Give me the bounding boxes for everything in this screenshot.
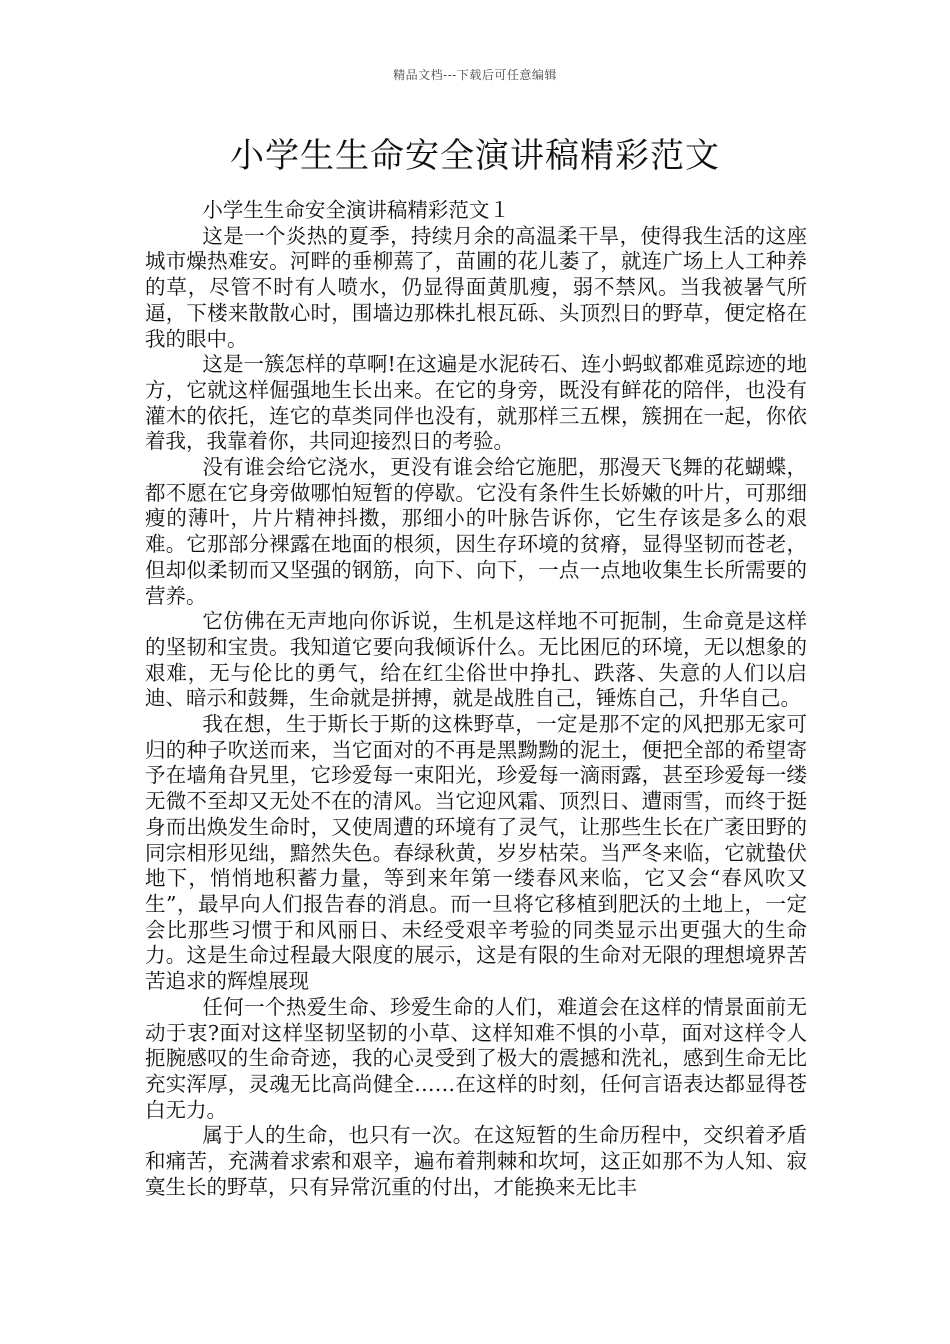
paragraph: 属于人的生命，也只有一次。在这短暂的生命历程中，交织着矛盾和痛苦，充满着求索和艰辛，遍布着荆棘和坎坷，这正如那不为人知、寂寞生长的野草，只有异常沉重的付出，才能换来无比丰: [145, 1123, 807, 1199]
paragraph: 它仿佛在无声地向你诉说，生机是这样地不可扼制，生命竟是这样的坚韧和宝贵。我知道它要向我倾诉什么。无比困厄的环境，无以想象的艰难，无与伦比的勇气，给在红尘俗世中挣扎、跌落、失意的人们以启迪、暗示和鼓舞，生命就是拼搏，就是战胜自己，锤炼自己，升华自己。: [145, 609, 807, 711]
section-subtitle: 小学生生命安全演讲稿精彩范文１: [202, 198, 510, 222]
document-title: 小学生生命安全演讲稿精彩范文: [230, 136, 720, 176]
paragraph: 我在想，生于斯长于斯的这株野草，一定是那不定的风把那无家可归的种子吹送而来，当它面对的不再是黑黝黝的泥土，便把全部的希望寄予在墙角旮旯里，它珍爱每一束阳光，珍爱每一滴雨露，甚至珍爱每一缕无微不至却又无处不在的清风。当它迎风霜、顶烈日、遭雨雪，而终于挺身而出焕发生命时，又使周遭的环境有了灵气，让那些生长在广袤田野的同宗相形见绌，黯然失色。春绿秋黄，岁岁枯荣。当严冬来临，它就蛰伏地下，悄悄地积蓄力量，等到来年第一缕春风来临，它又会“春风吹又生”，最早向人们报告春的消息。而一旦将它移植到肥沃的土地上，一定会比那些习惯于和风丽日、未经受艰辛考验的同类显示出更强大的生命力。这是生命过程最大限度的展示，这是有限的生命对无限的理想境界苦苦追求的辉煌展现: [145, 712, 807, 994]
paragraph: 任何一个热爱生命、珍爱生命的人们，难道会在这样的情景面前无动于衷?面对这样坚韧坚韧的小草、这样知难不惧的小草，面对这样令人扼腕感叹的生命奇迹，我的心灵受到了极大的震撼和洗礼，感到生命无比充实浑厚，灵魂无比高尚健全……在这样的时刻，任何言语表达都显得苍白无力。: [145, 994, 807, 1122]
paragraph: 这是一簇怎样的草啊!在这遍是水泥砖石、连小蚂蚁都难觅踪迹的地方，它就这样倔强地生长出来。在它的身旁，既没有鲜花的陪伴，也没有灌木的依托，连它的草类同伴也没有，就那样三五棵，簇拥在一起，你依着我，我靠着你，共同迎接烈日的考验。: [145, 352, 807, 454]
document-body: [145, 198, 807, 1200]
header-note: 精品文档---下载后可任意编辑: [393, 68, 557, 82]
paragraph: 没有谁会给它浇水，更没有谁会给它施肥，那漫天飞舞的花蝴蝶，都不愿在它身旁做哪怕短暂的停歇。它没有条件生长娇嫩的叶片，可那细瘦的薄叶，片片精神抖擞，那细小的叶脉告诉你，它生存该是多么的艰难。它那部分裸露在地面的根须，因生存环境的贫瘠，显得坚韧而苍老，但却似柔韧而又坚强的钢筋，向下、向下，一点一点地收集生长所需要的营养。: [145, 455, 807, 608]
paragraph: 这是一个炎热的夏季，持续月余的高温柔干旱，使得我生活的这座城市燥热难安。河畔的垂柳蔫了，苗圃的花儿萎了，就连广场上人工种养的草，尽管不时有人喷水，仍显得面黄肌瘦，弱不禁风。当我被暑气所逼，下楼来散散心时，围墙边那株扎根瓦砾、头顶烈日的野草，便定格在我的眼中。: [145, 223, 807, 351]
